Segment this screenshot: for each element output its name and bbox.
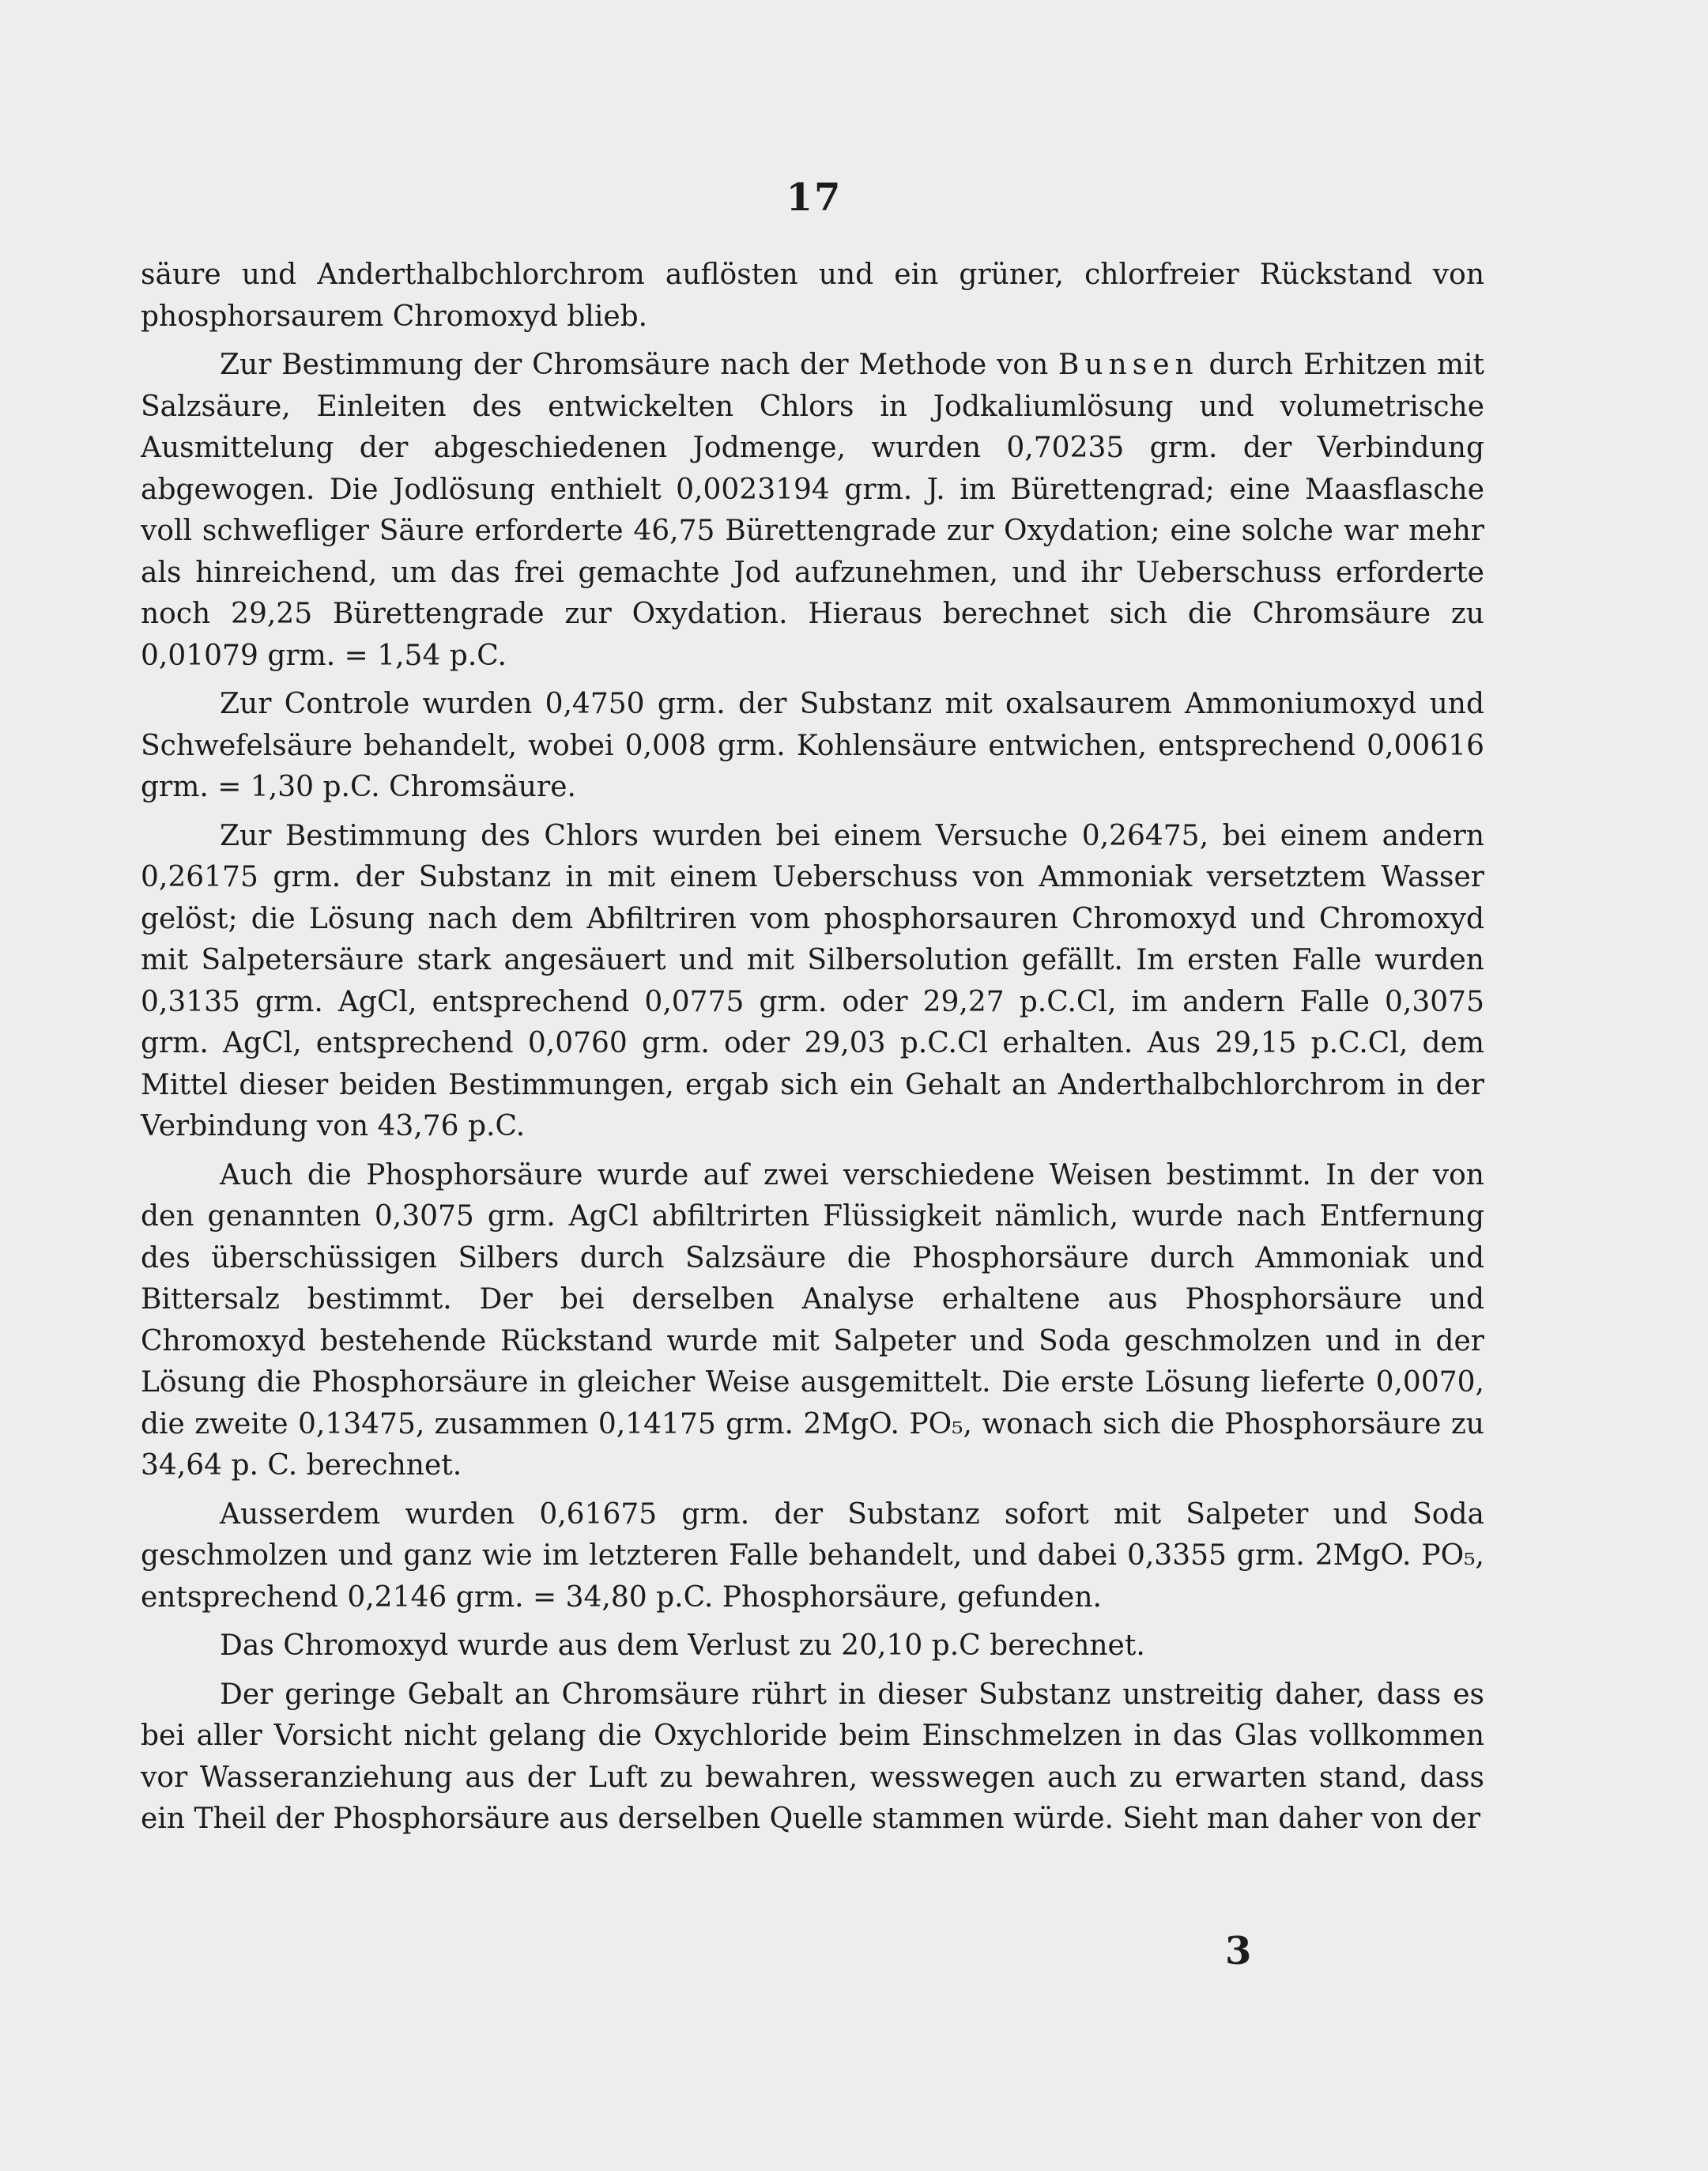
paragraph-7: Das Chromoxyd wurde aus dem Verlust zu 20,10 p.C berechnet.	[220, 1629, 1145, 1662]
author-name-bunsen: Bunsen	[1058, 349, 1199, 381]
paragraph-3: Zur Controle wurden 0,4750 grm. der Substanz mit oxalsaurem Ammoniumoxyd und Schwefelsäure behandelt, wobei 0,008 grm. Kohlensäure entwichen, entsprechend 0,00616 grm. = 1,30 p.C. Chromsäure.	[141, 688, 1484, 803]
paragraph-6: Ausserdem wurden 0,61675 grm. der Substanz sofort mit Salpeter und Soda geschmolzen und ganz wie im letzteren Falle behandelt, und dabei 0,3355 grm. 2MgO. PO₅, entsprechend 0,2146 grm. = 34,80 p.C. Phosphorsäure, gefunden.	[141, 1497, 1484, 1614]
paragraph-8: Der geringe Gebalt an Chromsäure rührt in dieser Substanz unstreitig daher, dass es bei aller Vorsicht nicht gelang die Oxychloride beim Einschmelzen in das Glas vollkommen vor Wasseranziehung aus der Luft zu bewahren, wesswegen auch zu erwarten stand, dass ein Theil der Phosphorsäure aus derselben Quelle stammen würde. Sieht man daher von der	[141, 1678, 1484, 1835]
body-text	[141, 255, 1484, 1848]
paragraph-4: Zur Bestimmung des Chlors wurden bei einem Versuche 0,26475, bei einem andern 0,26175 grm. der Substanz in mit einem Ueberschuss von Ammoniak versetztem Wasser gelöst; die Lösung nach dem Abfiltriren vom phosphorsauren Chromoxyd und Chromoxyd mit Salpetersäure stark angesäuert und mit Silbersolution gefällt. Im ersten Falle wurden 0,3135 grm. AgCl, entsprechend 0,0775 grm. oder 29,27 p.C.Cl, im andern Falle 0,3075 grm. AgCl, entsprechend 0,0760 grm. oder 29,03 p.C.Cl erhalten. Aus 29,15 p.C.Cl, dem Mittel dieser beiden Bestimmungen, ergab sich ein Gehalt an Anderthalbchlorchrom in der Verbindung von 43,76 p.C.	[141, 819, 1484, 1142]
paragraph-2-rest: durch Erhitzen mit Salzsäure, Einleiten des entwickelten Chlors in Jodkaliumlösung und volumetrische Ausmittelung der abgeschiedenen Jodmenge, wurden 0,70235 grm. der Verbindung abgewogen. Die Jodlösung enthielt 0,0023194 grm. J. im Bürettengrad; eine Maasflasche voll schwefliger Säure erforderte 46,75 Bürettengrade zur Oxydation; eine solche war mehr als hinreichend, um das frei gemachte Jod aufzunehmen, und ihr Ueberschuss erforderte noch 29,25 Bürettengrade zur Oxydation. Hieraus berechnet sich die Chromsäure zu 0,01079 grm. = 1,54 p.C.	[141, 349, 1484, 672]
paragraph-5: Auch die Phosphorsäure wurde auf zwei verschiedene Weisen bestimmt. In der von den genannten 0,3075 grm. AgCl abfiltrirten Flüssigkeit nämlich, wurde nach Entfernung des überschüssigen Silbers durch Salzsäure die Phosphorsäure durch Ammoniak und Bittersalz bestimmt. Der bei derselben Analyse erhaltene aus Phosphorsäure und Chromoxyd bestehende Rückstand wurde mit Salpeter und Soda geschmolzen und in der Lösung die Phosphorsäure in gleicher Weise ausgemittelt. Die erste Lösung lieferte 0,0070, die zweite 0,13475, zusammen 0,14175 grm. 2MgO. PO₅, wonach sich die Phosphorsäure zu 34,64 p. C. berechnet.	[141, 1158, 1484, 1482]
paragraph-2	[141, 345, 1484, 677]
paragraph-2-lead: Zur Bestimmung der Chromsäure nach der Methode von	[220, 349, 1058, 381]
signature-mark: 3	[1225, 1929, 1252, 1973]
paragraph-1: säure und Anderthalbchlorchrom auflösten und ein grüner, chlorfreier Rückstand von phosphorsaurem Chromoxyd blieb.	[141, 259, 1484, 333]
page-number: 17	[786, 176, 843, 220]
